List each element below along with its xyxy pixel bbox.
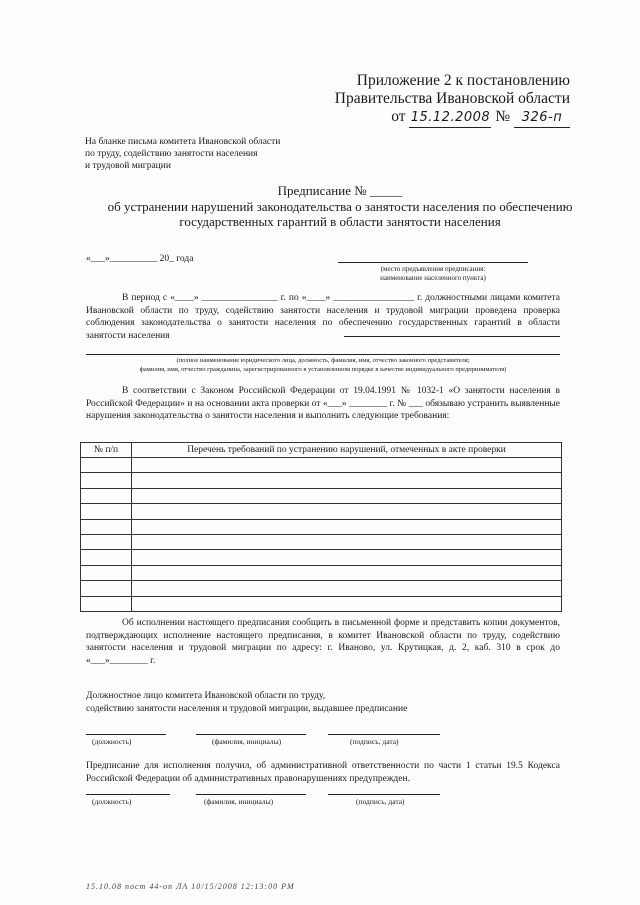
receiver-sign-caption: (подпись, дата) (356, 797, 405, 806)
receipt-statement: Предписание для исполнения получил, об административной ответственности по части 1 статьи 19.5 Кодекса Российской Федерации об административных правонарушениях предупрежден. (86, 761, 560, 784)
table-cell[interactable] (132, 565, 562, 580)
appendix-date-line (335, 108, 570, 128)
table-cell[interactable] (81, 488, 132, 503)
document-subtitle-1: об устранении нарушений законодательства о занятости населения по обеспечению (107, 199, 573, 214)
report-instructions-paragraph: Об исполнении настоящего предписания сообщить в письменной форме и представить копии документов, подтверждающих исполнение настоящего предписания, в комитет Ивановской области по труду, содействию занятости населения и трудовой миграции по адресу: г. Иваново, ул. Крутицкая, д. 2, каб. 310 в срок до «___»________ г. (86, 618, 560, 666)
table-cell[interactable] (132, 473, 562, 488)
table-cell[interactable] (81, 519, 132, 534)
receiver-position-line (86, 794, 170, 795)
inspected-entity-field-2 (86, 354, 560, 355)
table-row (81, 473, 562, 488)
issuing-official-line: содействию занятости населения и трудовой миграции, выдавшее предписание (86, 703, 408, 714)
place-caption-line: наименование населенного пункта) (380, 274, 486, 282)
place-field (338, 262, 528, 263)
letterhead-note (85, 136, 280, 172)
name-signature-line (196, 734, 306, 735)
table-cell[interactable] (81, 550, 132, 565)
appendix-line-1: Приложение 2 к постановлению (356, 72, 570, 89)
inspection-paragraph: В период с «____» ________________ г. по «____» _________________ г. должностными лицами комитета Ивановской области по труду, содействию занятости населения и трудовой миграции проведена проверка соблюдения законодательства о занятости населения по обеспечению государственных гарантий в области занятости населения (86, 293, 560, 341)
table-cell[interactable] (132, 550, 562, 565)
table-row (81, 581, 562, 596)
sign-signature-line (328, 734, 440, 735)
table-cell[interactable] (81, 504, 132, 519)
table-header-row (81, 443, 562, 458)
letterhead-line: и трудовой миграции (85, 161, 171, 171)
place-caption (338, 265, 528, 283)
table-cell[interactable] (81, 534, 132, 549)
table-row (81, 458, 562, 473)
document-title: Предписание № _____ (277, 183, 403, 198)
inspected-entity-field-1 (344, 336, 560, 337)
table-cell[interactable] (132, 596, 562, 611)
col-number-header: № п/п (81, 443, 132, 458)
table-cell[interactable] (132, 488, 562, 503)
handwritten-date: 15.12.2008 (410, 110, 491, 125)
table-row (81, 534, 562, 549)
table-cell[interactable] (132, 458, 562, 473)
table-cell[interactable] (81, 565, 132, 580)
table-cell[interactable] (81, 473, 132, 488)
entity-caption (86, 356, 560, 374)
table-row (81, 519, 562, 534)
position-signature-line (86, 734, 166, 735)
place-caption-line: (место предъявления предписания: (380, 265, 486, 273)
from-prefix: от (391, 108, 406, 125)
print-footer: 15.10.08 пост 44-оп ЛА 10/15/2008 12:13:00 PM (86, 882, 295, 891)
sign-caption: (подпись, дата) (350, 737, 399, 746)
table-cell[interactable] (81, 581, 132, 596)
table-cell[interactable] (132, 504, 562, 519)
table-cell[interactable] (132, 581, 562, 596)
table-cell[interactable] (81, 458, 132, 473)
table-cell[interactable] (81, 596, 132, 611)
receiver-sign-line (328, 794, 440, 795)
letterhead-line: На бланке письма комитета Ивановской области (85, 137, 281, 147)
appendix-line-2: Правительства Ивановской области (334, 90, 570, 107)
receiver-name-line (196, 794, 306, 795)
table-cell[interactable] (132, 519, 562, 534)
name-caption: (фамилия, инициалы) (212, 737, 282, 746)
table-row (81, 596, 562, 611)
receiver-position-caption: (должность) (92, 797, 132, 806)
issuing-official (86, 690, 407, 715)
table-row (81, 504, 562, 519)
table-row (81, 488, 562, 503)
issue-date-line: «___»__________ 20_ года (86, 254, 194, 264)
position-caption: (должность) (92, 737, 132, 746)
entity-caption-line: фамилия, имя, отчество гражданина, зарегистрированного в установленном порядке в качестве индивидуального предпринимателя) (139, 366, 507, 373)
document-subtitle-2: государственных гарантий в области занятости населения (179, 214, 501, 229)
table-cell[interactable] (132, 534, 562, 549)
receiver-name-caption: (фамилия, инициалы) (204, 797, 274, 806)
table-row (81, 550, 562, 565)
handwritten-number: 326-п (521, 110, 563, 125)
appendix-header (335, 72, 570, 128)
issuing-official-line: Должностное лицо комитета Ивановской области по труду, (86, 691, 326, 701)
requirements-table (80, 442, 562, 612)
legal-basis-paragraph: В соответствии с Законом Российской Федерации от 19.04.1991 № 1032-1 «О занятости населения в Российской Федерации» и на основании акта проверки от «___» ________ г. № ___ обязываю устранить выявленные нарушения законодательства о занятости населения и выполнить следующие требования: (86, 386, 560, 421)
col-requirements-header: Перечень требований по устранению нарушений, отмеченных в акте проверки (132, 443, 562, 458)
entity-caption-line: (полное наименование юридического лица, должность, фамилия, имя, отчество законного представителя; (176, 357, 470, 364)
table-row (81, 565, 562, 580)
number-prefix: № (495, 108, 511, 125)
letterhead-line: по труду, содействию занятости населения (85, 149, 258, 159)
